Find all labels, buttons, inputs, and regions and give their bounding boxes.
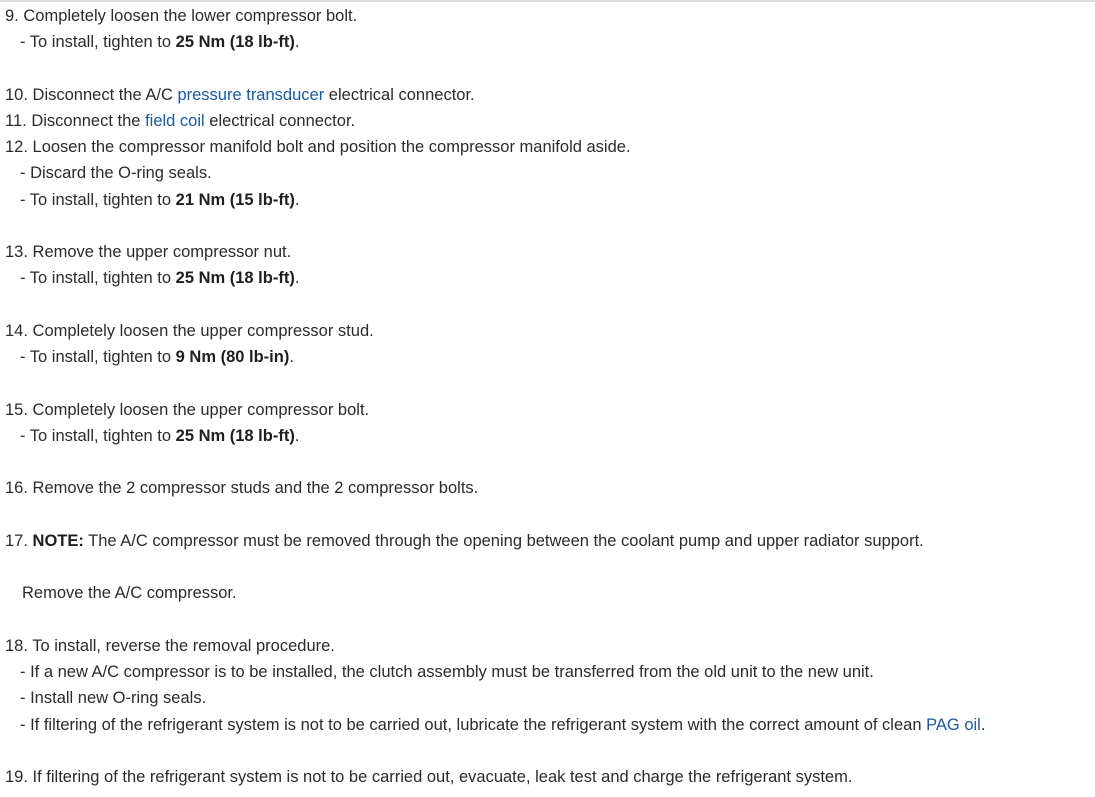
step-15 [5,400,369,420]
pressure-transducer-link[interactable]: pressure transducer [177,86,325,104]
torque-value: 25 Nm (18 lb-ft) [175,269,295,287]
note-text: To install, tighten to [29,427,172,445]
step-text: If filtering of the refrigerant system is not to be carried out, evacuate, leak test and charge the refrigerant system. [32,768,853,786]
step-15-torque-note [20,426,299,446]
dash: - [20,663,26,681]
step-text: Remove the 2 compressor studs and the 2 compressor bolts. [32,479,479,497]
step-text: The A/C compressor must be removed through the opening between the coolant pump and upper radiator support. [88,532,924,550]
step-text: Disconnect the [31,112,141,130]
step-text: Remove the A/C compressor. [22,584,237,602]
note-text: If filtering of the refrigerant system is not to be carried out, lubricate the refrigerant system with the correct amount of clean [30,716,922,734]
note-text: Install new O-ring seals. [30,689,207,707]
dash: - [20,427,26,445]
step-number: 14. [5,322,28,340]
step-number: 19. [5,768,28,786]
period: . [980,716,986,734]
step-19 [5,767,852,787]
top-divider [0,0,1095,2]
step-9 [5,6,357,26]
note-text: To install, tighten to [29,191,172,209]
note-text: To install, tighten to [29,33,172,51]
step-18-note-3 [20,715,985,735]
period: . [294,33,300,51]
dash: - [20,269,26,287]
step-text: Remove the upper compressor nut. [32,243,292,261]
period: . [294,427,300,445]
step-number: 9. [5,7,19,25]
dash: - [20,348,26,366]
step-17-body [22,583,237,603]
step-14-torque-note [20,347,294,367]
note-text: Discard the O-ring seals. [30,164,212,182]
note-text: To install, tighten to [29,269,172,287]
step-18-note-2 [20,688,206,708]
torque-value: 25 Nm (18 lb-ft) [175,427,295,445]
dash: - [20,164,26,182]
note-text: If a new A/C compressor is to be installed, the clutch assembly must be transferred from the old unit to the new unit. [30,663,874,681]
dash: - [20,716,26,734]
step-13 [5,242,291,262]
torque-value: 9 Nm (80 lb-in) [175,348,290,366]
step-14 [5,321,374,341]
step-number: 18. [5,637,28,655]
step-text: Disconnect the A/C [32,86,173,104]
step-16 [5,478,478,498]
step-number: 11. [5,112,27,130]
step-number: 16. [5,479,28,497]
period: . [294,191,300,209]
step-11 [5,111,355,131]
step-number: 13. [5,243,28,261]
step-number: 15. [5,401,28,419]
step-10 [5,85,475,105]
step-text: To install, reverse the removal procedure. [32,637,335,655]
step-number: 12. [5,138,28,156]
note-text: To install, tighten to [29,348,172,366]
step-number: 17. [5,532,28,550]
step-text: Completely loosen the upper compressor bolt. [32,401,370,419]
step-text: Loosen the compressor manifold bolt and position the compressor manifold aside. [32,138,631,156]
step-text: electrical connector. [328,86,475,104]
note-label: NOTE: [32,532,84,550]
step-text: Completely loosen the upper compressor stud. [32,322,374,340]
pag-oil-link[interactable]: PAG oil [926,716,981,734]
field-coil-link[interactable]: field coil [145,112,205,130]
step-13-torque-note [20,268,299,288]
dash: - [20,191,26,209]
step-12-note-1 [20,163,212,183]
step-number: 10. [5,86,28,104]
torque-value: 21 Nm (15 lb-ft) [175,191,295,209]
period: . [294,269,300,287]
step-text: Completely loosen the lower compressor bolt. [23,7,358,25]
step-9-torque-note [20,32,299,52]
step-17 [5,531,924,551]
torque-value: 25 Nm (18 lb-ft) [175,33,295,51]
step-18 [5,636,335,656]
step-12-torque-note [20,190,299,210]
dash: - [20,33,26,51]
dash: - [20,689,26,707]
step-text: electrical connector. [209,112,356,130]
step-18-note-1 [20,662,874,682]
step-12 [5,137,631,157]
period: . [289,348,294,366]
